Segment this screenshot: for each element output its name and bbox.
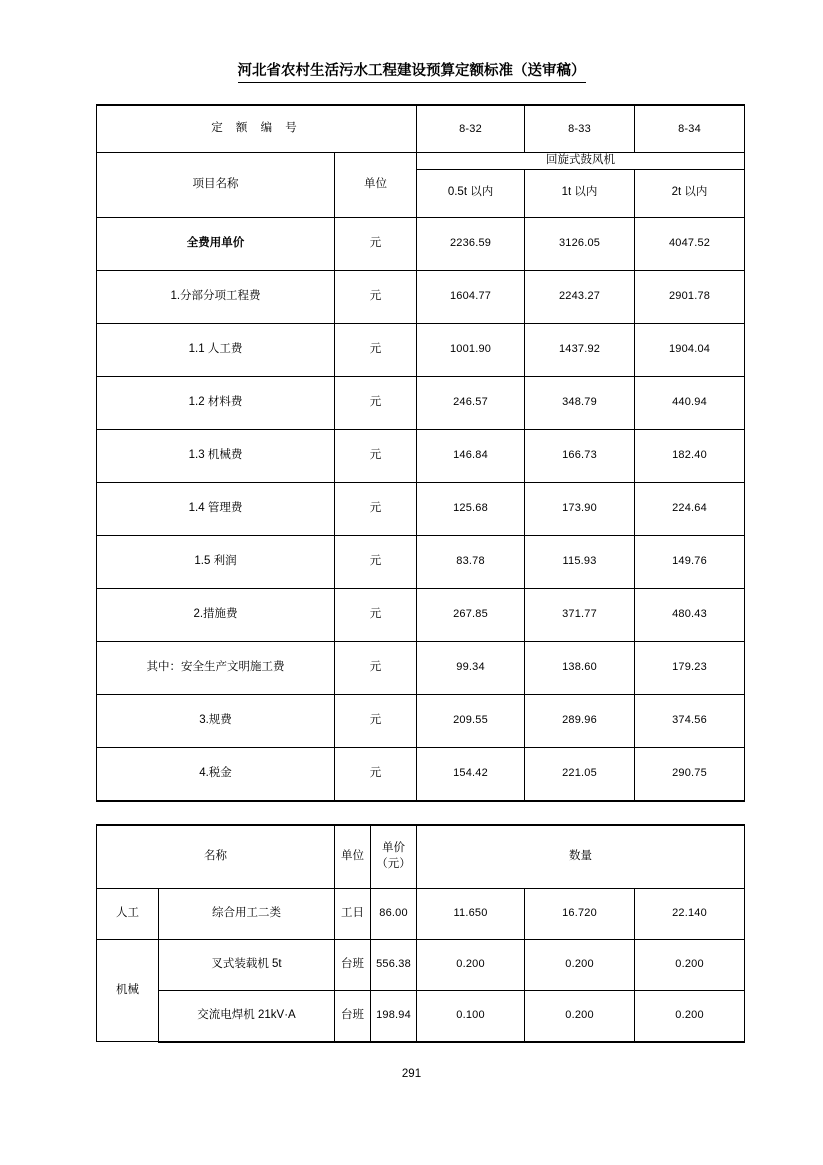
cost-row-unit: 元 [335,747,417,801]
resource-quantity: 0.200 [635,990,745,1042]
cost-row-value: 1904.04 [635,323,745,376]
cost-row-value: 146.84 [417,429,525,482]
cost-row-value: 1604.77 [417,270,525,323]
spec-label-1: 0.5t 以内 [417,169,525,217]
quota-number-label: 定 额 编 号 [211,122,302,135]
cost-row-value: 1001.90 [417,323,525,376]
cost-row-value: 224.64 [635,482,745,535]
quota-table [96,104,745,1043]
cost-row-value: 246.57 [417,376,525,429]
cost-row-value: 290.75 [635,747,745,801]
separator-cell [97,801,745,825]
cost-row-unit: 元 [335,270,417,323]
cost-row-value: 154.42 [417,747,525,801]
resource-quantity: 0.200 [417,939,525,990]
cost-row-label: 1.2 材料费 [97,376,335,429]
cost-row-value: 440.94 [635,376,745,429]
table-row [97,323,745,376]
cost-row-label: 1.分部分项工程费 [97,270,335,323]
resource-name: 综合用工二类 [159,888,335,939]
cost-row-value: 4047.52 [635,217,745,270]
cost-row-unit: 元 [335,641,417,694]
cost-row-unit: 元 [335,588,417,641]
cost-row-value: 2236.59 [417,217,525,270]
unit-label-cell: 单位 [335,153,417,218]
resource-category: 人工 [97,888,159,939]
table-row [97,888,745,939]
table-row-resource-header [97,825,745,889]
cost-row-value: 2901.78 [635,270,745,323]
quota-number-label-cell [97,105,417,153]
resource-unit-price: 86.00 [371,888,417,939]
cost-row-value: 166.73 [525,429,635,482]
page-title-text: 河北省农村生活污水工程建设预算定额标准（送审稿） [238,62,586,83]
cost-row-label: 1.5 利润 [97,535,335,588]
cost-row-label: 1.3 机械费 [97,429,335,482]
cost-row-unit: 元 [335,429,417,482]
cost-row-label: 全费用单价 [97,217,335,270]
cost-row-label: 1.4 管理费 [97,482,335,535]
cost-row-value: 125.68 [417,482,525,535]
table-row [97,217,745,270]
resource-quantity: 22.140 [635,888,745,939]
cost-row-value: 99.34 [417,641,525,694]
quota-number-3: 8-34 [635,105,745,153]
resource-unit: 台班 [335,939,371,990]
resource-rows-body [97,888,745,1042]
resource-quantity: 16.720 [525,888,635,939]
resource-quantity: 0.200 [525,939,635,990]
table-row [97,376,745,429]
resource-name: 叉式装载机 5t [159,939,335,990]
cost-row-value: 173.90 [525,482,635,535]
cost-row-value: 1437.92 [525,323,635,376]
table-row-group-header [97,153,745,170]
page-number: 291 [401,1068,422,1080]
cost-row-value: 149.76 [635,535,745,588]
table-row [97,747,745,801]
cost-row-label: 4.税金 [97,747,335,801]
cost-row-label: 2.措施费 [97,588,335,641]
cost-row-label: 其中：安全生产文明施工费 [97,641,335,694]
cost-row-value: 138.60 [525,641,635,694]
quota-table-wrap [96,104,744,1043]
table-row [97,990,745,1042]
quota-number-1: 8-32 [417,105,525,153]
cost-row-unit: 元 [335,376,417,429]
spec-label-2: 1t 以内 [525,169,635,217]
cost-row-value: 221.05 [525,747,635,801]
cost-row-unit: 元 [335,482,417,535]
cost-row-value: 289.96 [525,694,635,747]
resource-quantity: 0.200 [635,939,745,990]
resource-category: 机械 [97,939,159,1042]
page-title [0,62,823,83]
quantity-label-cell: 数量 [417,825,745,889]
cost-row-value: 374.56 [635,694,745,747]
cost-row-value: 83.78 [417,535,525,588]
resource-quantity: 11.650 [417,888,525,939]
resource-unit: 工日 [335,888,371,939]
quota-number-2: 8-33 [525,105,635,153]
cost-row-value: 3126.05 [525,217,635,270]
table-row [97,588,745,641]
cost-row-label: 3.规费 [97,694,335,747]
table-row [97,535,745,588]
table-row [97,270,745,323]
resource-unit-price: 556.38 [371,939,417,990]
table-block-separator [97,801,745,825]
cost-row-value: 371.77 [525,588,635,641]
cost-row-value: 267.85 [417,588,525,641]
table-row [97,429,745,482]
spec-label-3: 2t 以内 [635,169,745,217]
table-row [97,482,745,535]
table-row [97,641,745,694]
cost-row-value: 182.40 [635,429,745,482]
cost-row-unit: 元 [335,217,417,270]
item-name-label-cell: 项目名称 [97,153,335,218]
cost-row-unit: 元 [335,694,417,747]
resource-name-label-cell: 名称 [97,825,335,889]
resource-quantity: 0.100 [417,990,525,1042]
table-row [97,694,745,747]
cost-row-value: 179.23 [635,641,745,694]
cost-row-label: 1.1 人工费 [97,323,335,376]
cost-row-value: 209.55 [417,694,525,747]
cost-row-unit: 元 [335,323,417,376]
cost-row-value: 480.43 [635,588,745,641]
cost-row-value: 348.79 [525,376,635,429]
cost-rows-body [97,217,745,801]
cost-row-unit: 元 [335,535,417,588]
resource-unit-price: 198.94 [371,990,417,1042]
cost-row-value: 2243.27 [525,270,635,323]
resource-unit-price-label-cell [371,825,417,889]
group-label-cell: 回旋式鼓风机 [417,153,745,170]
resource-name: 交流电焊机 21kV·A [159,990,335,1042]
resource-unit: 台班 [335,990,371,1042]
table-row [97,939,745,990]
cost-row-value: 115.93 [525,535,635,588]
unit-price-label-line1: 单价 [382,842,406,854]
unit-price-label-line2: （元） [376,857,411,870]
table-row-quota-number [97,105,745,153]
resource-unit-label-cell: 单位 [335,825,371,889]
resource-quantity: 0.200 [525,990,635,1042]
